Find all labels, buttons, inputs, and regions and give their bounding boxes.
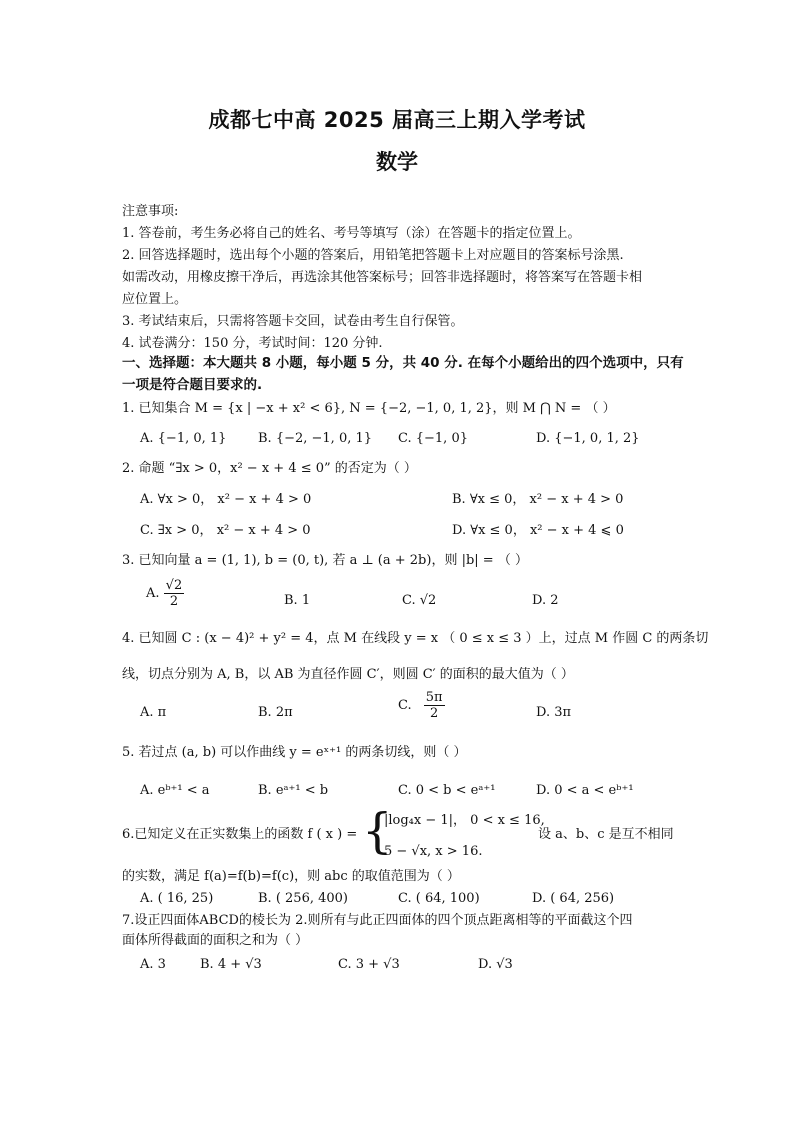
q6-stem-suffix: 设 a、b、c 是互不相同	[538, 827, 674, 842]
q3-option-d: D. 2	[532, 593, 559, 608]
q1-option-d: D. {−1, 0, 1, 2}	[536, 431, 640, 446]
q4-option-c-fraction	[424, 690, 445, 721]
q1-option-c: C. {−1, 0}	[398, 431, 468, 446]
notice-line-6: 4. 试卷满分：150 分，考试时间：120 分钟.	[122, 336, 383, 351]
q4-option-c	[398, 690, 445, 721]
q3-option-a-label: A.	[146, 586, 160, 601]
q1-option-b: B. {−2, −1, 0, 1}	[258, 431, 373, 446]
exam-title: 成都七中高 2025 届高三上期入学考试	[208, 108, 586, 132]
q2-option-d: D. ∀x ≤ 0， x² − x + 4 ⩽ 0	[452, 523, 624, 538]
q3-option-a-numerator: √2	[165, 578, 183, 593]
q5-option-b: B. eᵃ⁺¹ < b	[258, 783, 329, 798]
q7-stem-line-2: 面体所得截面的面积之和为（ ）	[122, 933, 309, 948]
q6-case-2: 5 − √x, x > 16.	[384, 844, 483, 859]
q2-option-c: C. ∃x > 0， x² − x + 4 > 0	[140, 523, 311, 538]
q2-option-a: A. ∀x > 0， x² − x + 4 > 0	[140, 492, 312, 507]
q4-stem-line-2: 线，切点分别为 A, B，以 AB 为直径作圆 C′，则圆 C′ 的面积的最大值为（ ）	[122, 667, 574, 682]
q5-stem: 5. 若过点 (a, b) 可以作曲线 y = eˣ⁺¹ 的两条切线，则（ ）	[122, 745, 467, 760]
q4-option-b: B. 2π	[258, 705, 293, 720]
q7-option-c: C. 3 + √3	[338, 957, 400, 972]
q7-option-a: A. 3	[140, 957, 166, 972]
q5-option-d: D. 0 < a < eᵇ⁺¹	[536, 783, 634, 798]
q3-option-a-denominator: 2	[169, 594, 179, 609]
q4-option-c-label: C.	[398, 698, 412, 713]
notice-line-1: 1. 答卷前，考生务必将自己的姓名、考号等填写（涂）在答题卡的指定位置上。	[122, 226, 581, 241]
q2-option-b: B. ∀x ≤ 0， x² − x + 4 > 0	[452, 492, 624, 507]
q6-option-a: A. ( 16, 25)	[140, 891, 214, 906]
notice-heading: 注意事项:	[122, 204, 179, 219]
notice-line-3: 如需改动，用橡皮擦干净后，再选涂其他答案标号；回答非选择题时，将答案写在答题卡相	[122, 270, 643, 285]
notice-line-2: 2. 回答选择题时，选出每个小题的答案后，用铅笔把答题卡上对应题目的答案标号涂黑.	[122, 248, 624, 263]
q7-stem-line-1: 7.设正四面体ABCD的棱长为 2.则所有与此正四面体的四个顶点距离相等的平面截这个四	[122, 913, 633, 928]
notice-line-4: 应位置上。	[122, 292, 188, 307]
exam-subject: 数学	[376, 150, 418, 174]
q6-option-d: D. ( 64, 256)	[532, 891, 615, 906]
q1-stem: 1. 已知集合 M = {x | −x + x² < 6}, N = {−2, −1, 0, 1, 2}，则 M ⋂ N = （ ）	[122, 401, 616, 416]
q3-option-c: C. √2	[402, 593, 437, 608]
q6-stem-line-2: 的实数，满足 f(a)=f(b)=f(c)，则 abc 的取值范围为（ ）	[122, 869, 460, 884]
q6-option-b: B. ( 256, 400)	[258, 891, 348, 906]
q5-option-a: A. eᵇ⁺¹ < a	[140, 783, 210, 798]
q3-stem: 3. 已知向量 a = (1, 1), b = (0, t), 若 a ⊥ (a + 2b)，则 |b| = （ ）	[122, 553, 528, 568]
q4-option-d: D. 3π	[536, 705, 572, 720]
q4-option-c-denominator: 2	[430, 706, 439, 721]
notice-line-5: 3. 考试结束后，只需将答题卡交回，试卷由考生自行保管。	[122, 314, 464, 329]
q7-option-b: B. 4 + √3	[200, 957, 262, 972]
q7-option-d: D. √3	[478, 957, 513, 972]
section-heading-1: 一、选择题：本大题共 8 小题，每小题 5 分，共 40 分. 在每个小题给出的四个选项中，只有	[122, 355, 684, 371]
q4-stem-line-1: 4. 已知圆 C : (x − 4)² + y² = 4，点 M 在线段 y = x （ 0 ≤ x ≤ 3 ）上，过点 M 作圆 C 的两条切	[122, 631, 709, 646]
q6-piecewise-brace: {	[362, 803, 393, 859]
q3-option-a-fraction	[164, 578, 185, 609]
q4-option-a: A. π	[140, 705, 167, 720]
q6-case-1: |log₄x − 1|， 0 < x ≤ 16,	[384, 813, 545, 828]
q6-stem-prefix: 6.已知定义在正实数集上的函数 f ( x ) =	[122, 827, 358, 842]
section-heading-2: 一项是符合题目要求的.	[122, 377, 263, 393]
q2-stem: 2. 命题 “∃x > 0，x² − x + 4 ≤ 0” 的否定为（ ）	[122, 461, 417, 476]
q5-option-c: C. 0 < b < eᵃ⁺¹	[398, 783, 496, 798]
q4-option-c-numerator: 5π	[425, 690, 443, 705]
q3-option-a	[146, 578, 184, 609]
q3-option-b: B. 1	[284, 593, 311, 608]
q6-option-c: C. ( 64, 100)	[398, 891, 480, 906]
q1-option-a: A. {−1, 0, 1}	[140, 431, 227, 446]
